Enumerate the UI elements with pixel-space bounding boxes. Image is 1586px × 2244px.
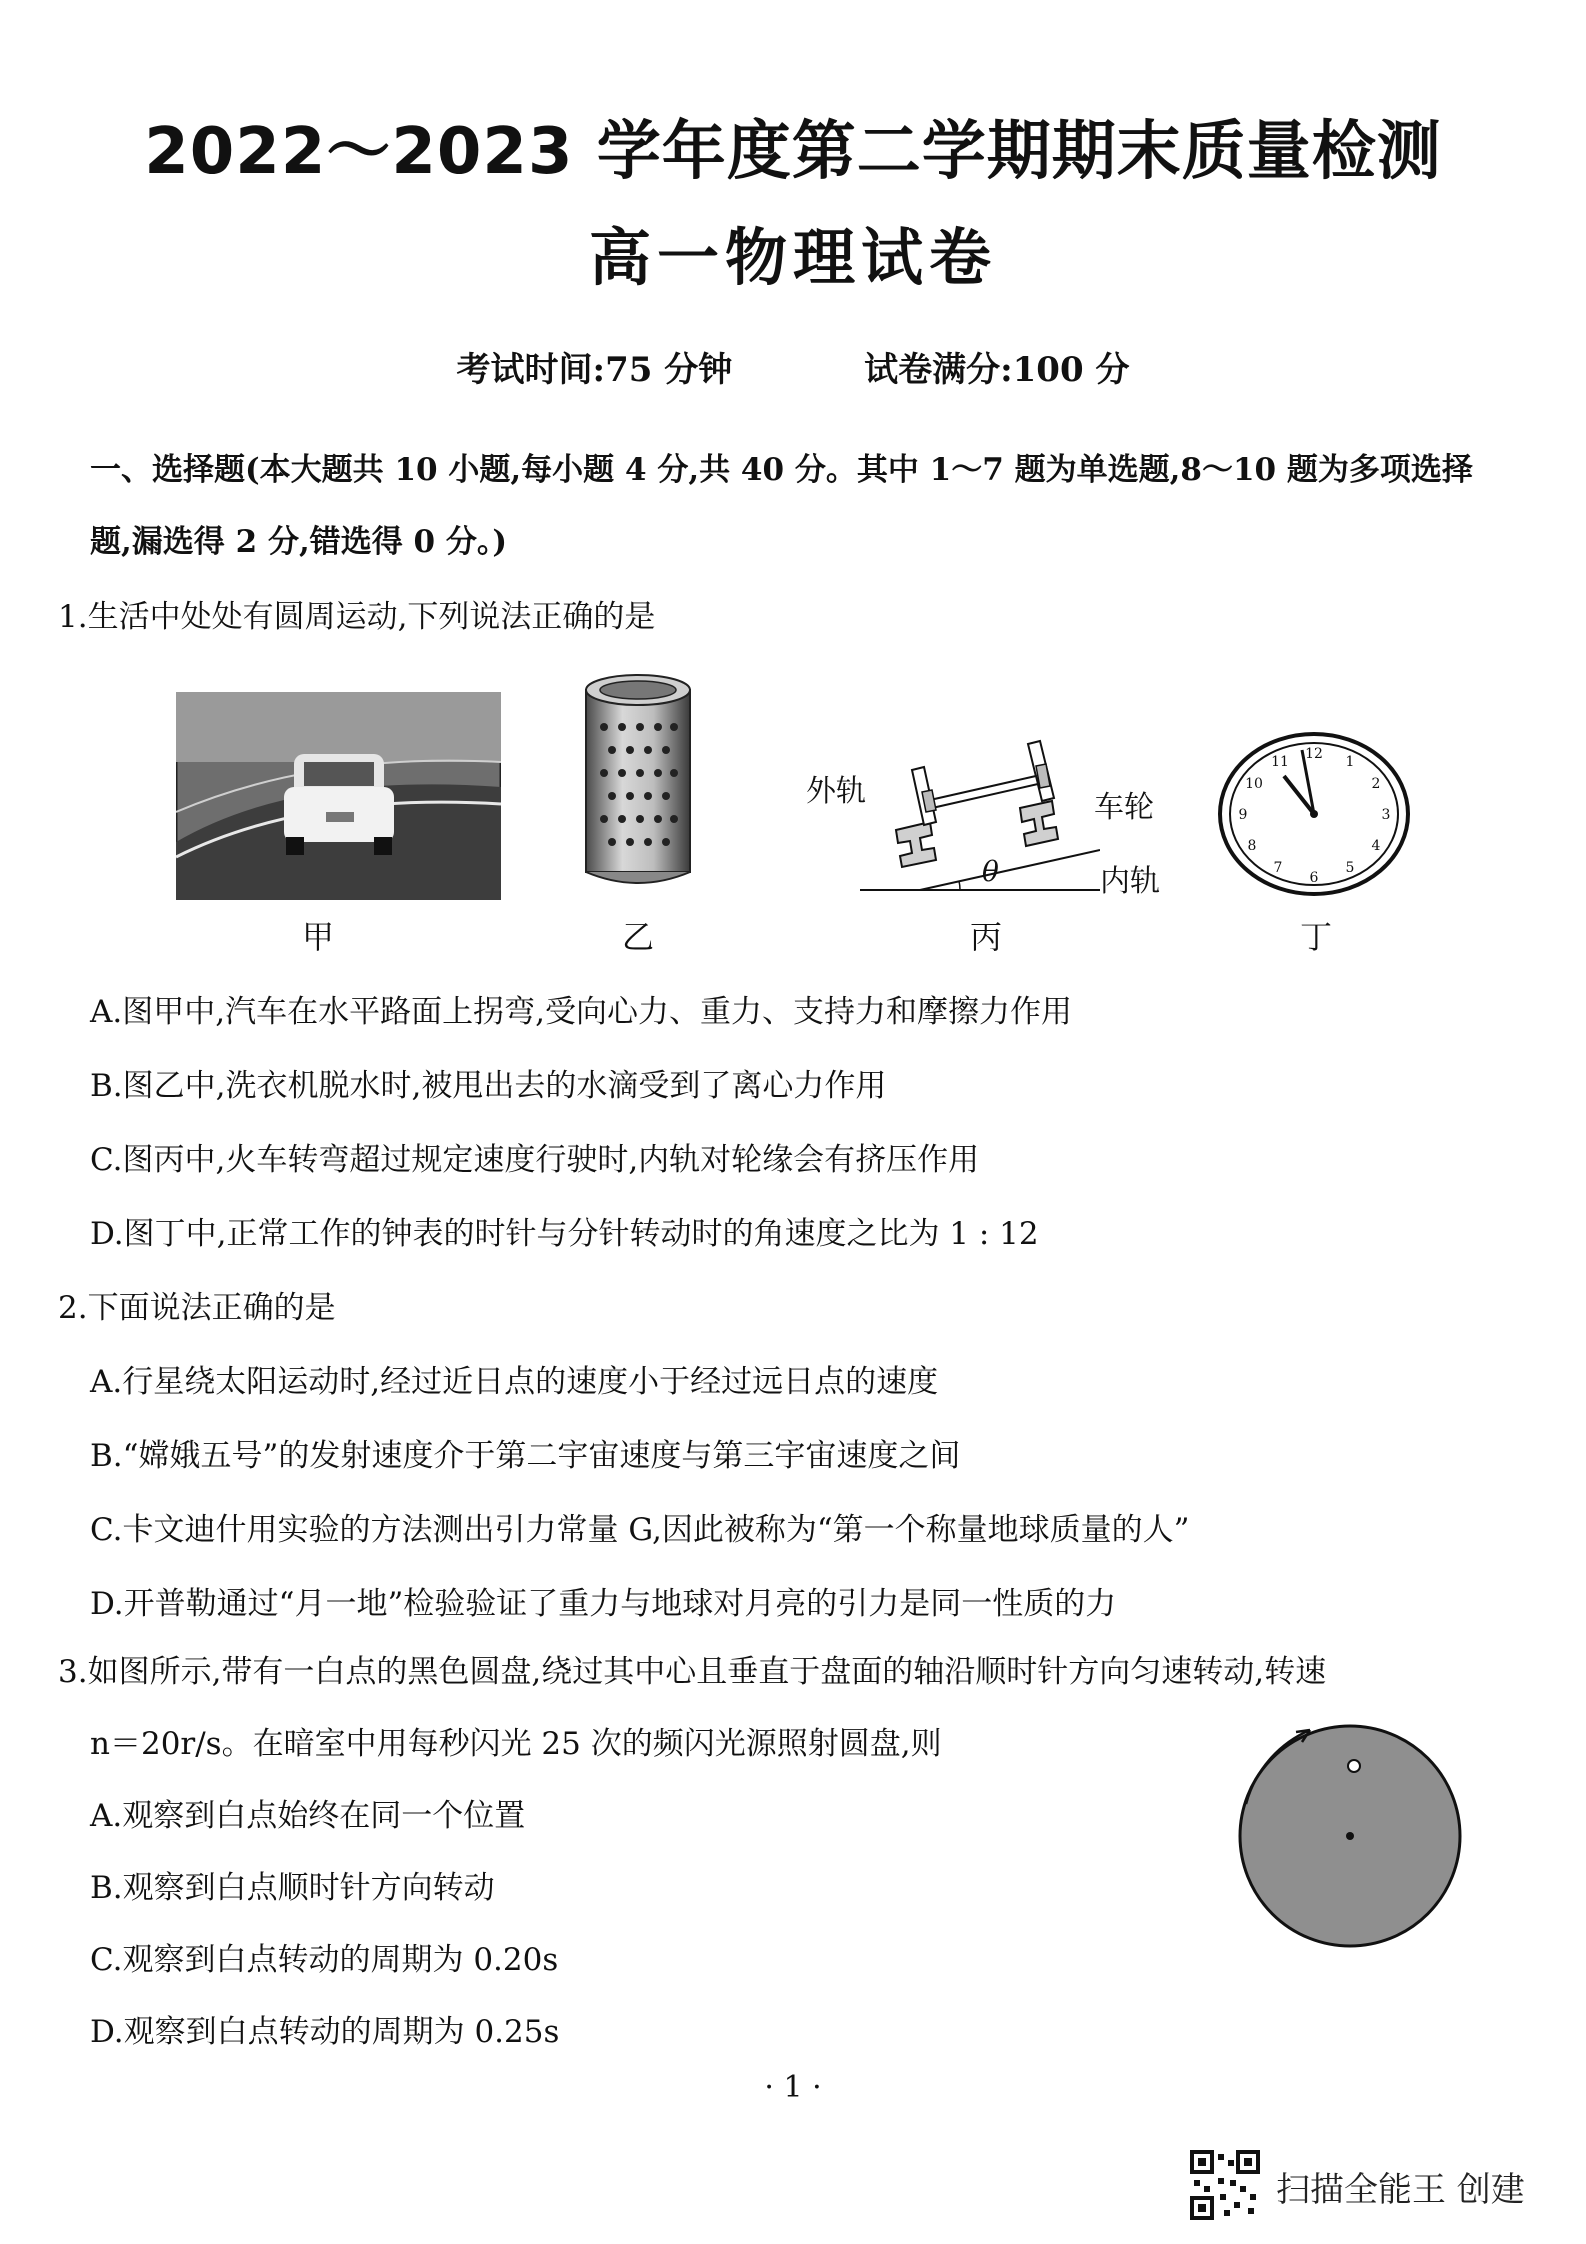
q1-figure-rail [860,700,1100,900]
section-heading-line1: 一、选择题(本大题共 10 小题,每小题 4 分,共 40 分。其中 1～7 题为单选题,8～10 题为多项选择 [90,452,1473,488]
q1-option-b: B.图乙中,洗衣机脱水时,被甩出去的水滴受到了离心力作用 [90,1068,887,1104]
q1-figure-clock [1216,730,1412,898]
svg-text:6: 6 [1309,870,1319,886]
q3-stem-line1: 3.如图所示,带有一白点的黑色圆盘,绕过其中心且垂直于盘面的轴沿顺时针方向匀速转动,转速 [58,1654,1327,1690]
q1-option-a: A.图甲中,汽车在水平路面上拐弯,受向心力、重力、支持力和摩擦力作用 [90,994,1072,1030]
watermark-text: 扫描全能王 创建 [1276,2170,1525,2210]
q1-fig-label-bing: 丙 [969,918,1002,956]
q1-fig-label-jia: 甲 [301,918,334,956]
section-heading-line2: 题,漏选得 2 分,错选得 0 分。) [90,524,508,560]
svg-text:1: 1 [1345,754,1355,770]
svg-text:8: 8 [1247,838,1257,854]
q1-fig-label-yi: 乙 [621,918,654,956]
exam-time: 考试时间:75 分钟 [456,350,733,390]
q2-stem: 2.下面说法正确的是 [58,1290,336,1326]
q3-figure-disc [1228,1712,1468,1952]
exam-score: 试卷满分:100 分 [864,350,1130,390]
q1-figure-drum [582,672,694,890]
page-number: · 1 · [764,2070,822,2105]
qr-code-icon [1190,2150,1260,2220]
q3-stem-line2: n＝20r/s。在暗室中用每秒闪光 25 次的频闪光源照射圆盘,则 [90,1726,942,1762]
exam-meta [0,342,1586,391]
svg-text:11: 11 [1271,754,1289,770]
exam-title: 2022～2023 学年度第二学期期末质量检测 [144,115,1442,189]
q1-stem: 1.生活中处处有圆周运动,下列说法正确的是 [58,599,656,635]
svg-text:2: 2 [1371,776,1381,792]
q3-option-b: B.观察到白点顺时针方向转动 [90,1870,495,1906]
q3-option-c: C.观察到白点转动的周期为 0.20s [90,1942,559,1978]
svg-text:7: 7 [1273,860,1283,876]
rail-label-outer: 外轨 [806,774,866,809]
exam-subtitle: 高一物理试卷 [588,221,997,294]
svg-text:12: 12 [1305,746,1323,762]
scanner-watermark [1190,2150,1540,2220]
svg-text:4: 4 [1371,838,1381,854]
q2-option-a: A.行星绕太阳运动时,经过近日点的速度小于经过远日点的速度 [90,1364,939,1400]
q3-option-d: D.观察到白点转动的周期为 0.25s [90,2014,560,2050]
svg-text:5: 5 [1345,860,1355,876]
rail-label-angle: θ [982,855,999,888]
svg-text:3: 3 [1381,807,1391,823]
svg-text:10: 10 [1245,776,1263,792]
svg-text:9: 9 [1238,807,1248,823]
q3-option-a: A.观察到白点始终在同一个位置 [90,1798,526,1834]
q1-option-c: C.图丙中,火车转弯超过规定速度行驶时,内轨对轮缘会有挤压作用 [90,1142,980,1178]
q1-figure-car-photo [176,692,501,900]
q1-option-d: D.图丁中,正常工作的钟表的时针与分针转动时的角速度之比为 1 : 12 [90,1216,1039,1252]
q2-option-d: D.开普勒通过“月一地”检验验证了重力与地球对月亮的引力是同一性质的力 [90,1586,1117,1622]
q1-fig-label-ding: 丁 [1299,918,1332,956]
q2-option-b: B.“嫦娥五号”的发射速度介于第二宇宙速度与第三宇宙速度之间 [90,1438,961,1474]
rail-label-wheel: 车轮 [1094,790,1154,825]
q2-option-c: C.卡文迪什用实验的方法测出引力常量 G,因此被称为“第一个称量地球质量的人” [90,1512,1190,1548]
rail-label-inner: 内轨 [1100,864,1160,899]
